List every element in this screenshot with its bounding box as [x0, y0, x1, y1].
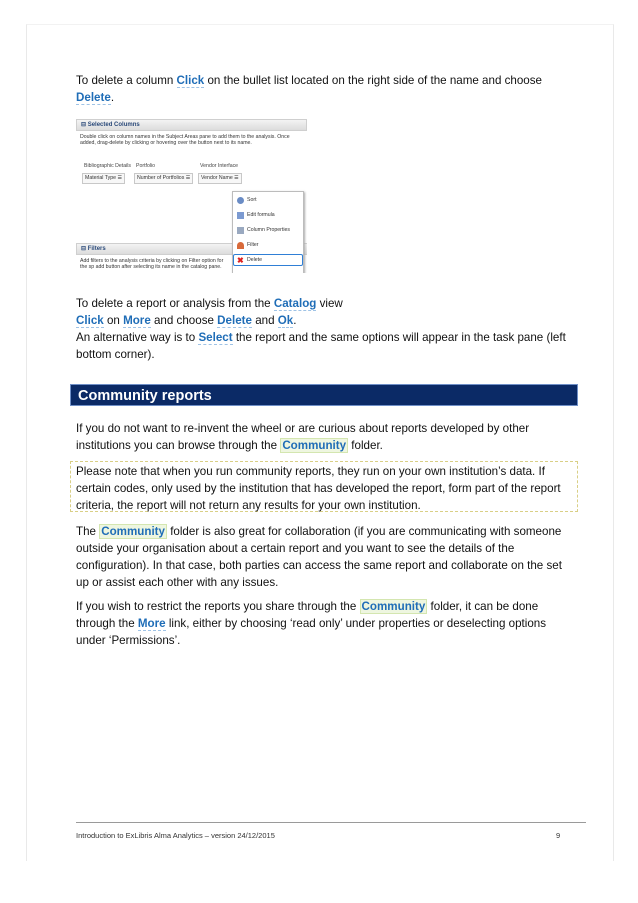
- properties-icon: [237, 227, 244, 234]
- note-text: Please note that when you run community reports, they run on your own institution’s data. If certain codes, only used by the institution that has developed the report, form part of the report criteria, the report will not return any results for your own institution.: [76, 465, 561, 512]
- formula-icon: [237, 212, 244, 219]
- group-label: Vendor Interface: [200, 163, 239, 169]
- column-context-menu: [232, 191, 304, 273]
- footer-divider: [76, 822, 586, 823]
- keyword-catalog: Catalog: [273, 297, 317, 310]
- keyword-community: Community: [101, 525, 165, 538]
- filters-header: ⊟ Filters: [76, 243, 307, 255]
- menu-item-delete[interactable]: ✖ Delete: [237, 256, 262, 265]
- keyword-more: More: [137, 617, 166, 630]
- selected-columns-header: ⊟ Selected Columns: [76, 119, 307, 131]
- section-header: [70, 384, 578, 406]
- group-label: Bibliographic Details: [84, 163, 131, 169]
- para-collaboration: The Community folder is also great for collaboration (if you are communicating with someone outside your organisation about a certain report and you want to see the details of the configuration). In that case, both parties can access the same report and collaborate on the set up or assist each other with any issues.: [76, 525, 562, 589]
- keyword-select: Select: [198, 331, 233, 344]
- selected-columns-instructions: Double click on column names in the Subject Areas pane to add them to the analysis. Once added, drag-delete by clicking or hovering over the button next to its name.: [80, 134, 290, 147]
- section-title: Community reports: [78, 388, 212, 404]
- filter-icon: [237, 242, 244, 249]
- para-delete-column: To delete a column Click on the bullet list located on the right side of the name and choose Delete.: [76, 74, 542, 104]
- delete-x-icon: ✖: [237, 256, 244, 265]
- menu-item-sort[interactable]: Sort: [235, 195, 299, 206]
- para-delete-report: To delete a report or analysis from the Catalog view Click on More and choose Delete and Ok. An alternative way is to Select the report and the same options will appear in the task pane (left bottom corner).: [76, 297, 566, 361]
- para-restrict-sharing: If you wish to restrict the reports you share through the Community folder, it can be done through the More link, either by choosing ‘read only’ under properties or deselecting options under ‘Permissions’.: [76, 600, 547, 647]
- column-material-type[interactable]: Material Type ☰: [82, 173, 125, 184]
- sort-icon: [237, 197, 244, 204]
- column-vendor-name[interactable]: Vendor Name ☰: [198, 173, 242, 184]
- footer-text: Introduction to ExLibris Alma Analytics – version 24/12/2015: [76, 831, 275, 840]
- keyword-more: More: [123, 314, 151, 327]
- keyword-community: Community: [361, 600, 426, 613]
- keyword-click: Click: [76, 314, 104, 327]
- group-label: Portfolio: [136, 163, 156, 169]
- keyword-ok: Ok: [277, 314, 294, 327]
- keyword-community: Community: [282, 439, 347, 452]
- column-number-portfolios[interactable]: Number of Portfolios ☰: [134, 173, 193, 184]
- menu-item-column-properties[interactable]: Column Properties: [235, 225, 299, 236]
- keyword-delete: Delete: [76, 91, 111, 104]
- menu-item-filter[interactable]: Filter: [235, 240, 299, 251]
- para-community-intro: If you do not want to re-invent the wheel or are curious about reports developed by other institutions you can browse through the Community folder.: [76, 422, 530, 452]
- keyword-delete: Delete: [217, 314, 252, 327]
- selected-columns-screenshot: [76, 119, 307, 273]
- page-number: 9: [556, 831, 561, 840]
- keyword-click: Click: [176, 74, 205, 87]
- filters-instructions: Add filters to the analysis criteria by clicking on Filter option for the sp add button after selecting its name in the catalog pane.: [80, 258, 224, 271]
- menu-item-edit-formula[interactable]: Edit formula: [235, 210, 299, 221]
